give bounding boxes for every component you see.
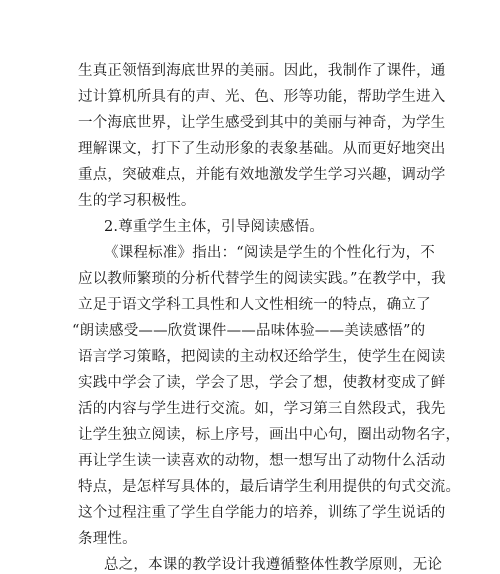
- paragraph-line: 条理性。: [78, 531, 137, 547]
- paragraph-line: 重点，突破难点，并能有效地激发学生学习兴趣，调动学: [78, 167, 446, 183]
- paragraph-line: 活的内容与学生进行交流。如，学习第三自然段式，我先: [78, 401, 446, 417]
- paragraph-line: 生的学习积极性。: [78, 193, 196, 209]
- paragraph-line: 理解课文，打下了生动形象的表象基础。从而更好地突出: [78, 141, 446, 157]
- paragraph-line: 总之，本课的教学设计我遵循整体性教学原则，无论: [104, 557, 443, 573]
- paragraph-line: 生真正领悟到海底世界的美丽。因此，我制作了课件，通: [78, 63, 446, 79]
- paragraph-line: 让学生独立阅读，标上序号，画出中心句，圈出动物名字，: [78, 427, 461, 443]
- paragraph-line: 应以教师繁琐的分析代替学生的阅读实践。”在教学中，我: [78, 271, 446, 287]
- paragraph-line: 再让学生读一读喜欢的动物，想一想写出了动物什么活动: [78, 453, 446, 469]
- paragraph-line: 《课程标准》指出：“阅读是学生的个性化行为，不: [104, 245, 436, 261]
- paragraph-line: 这个过程注重了学生自学能力的培养，训练了学生说话的: [78, 505, 446, 521]
- paragraph-line: 实践中学会了读，学会了思，学会了想，使教材变成了鲜: [78, 375, 446, 391]
- paragraph-line: 立足于语文学科工具性和人文性相统一的特点，确立了: [78, 297, 431, 313]
- paragraph-line: 一个海底世界，让学生感受到其中的美丽与神奇，为学生: [78, 115, 446, 131]
- paragraph-line: 过计算机所具有的声、光、色、形等功能，帮助学生进入: [78, 89, 446, 105]
- paragraph-line: 语言学习策略，把阅读的主动权还给学生，使学生在阅读: [78, 349, 446, 365]
- paragraph-line: “朗读感受——欣赏课件——品味体验——美读感悟”的: [72, 323, 426, 339]
- section-heading: 2.尊重学生主体，引导阅读感悟。: [104, 219, 325, 235]
- paragraph-line: 特点，是怎样写具体的，最后请学生利用提供的句式交流。: [78, 479, 461, 495]
